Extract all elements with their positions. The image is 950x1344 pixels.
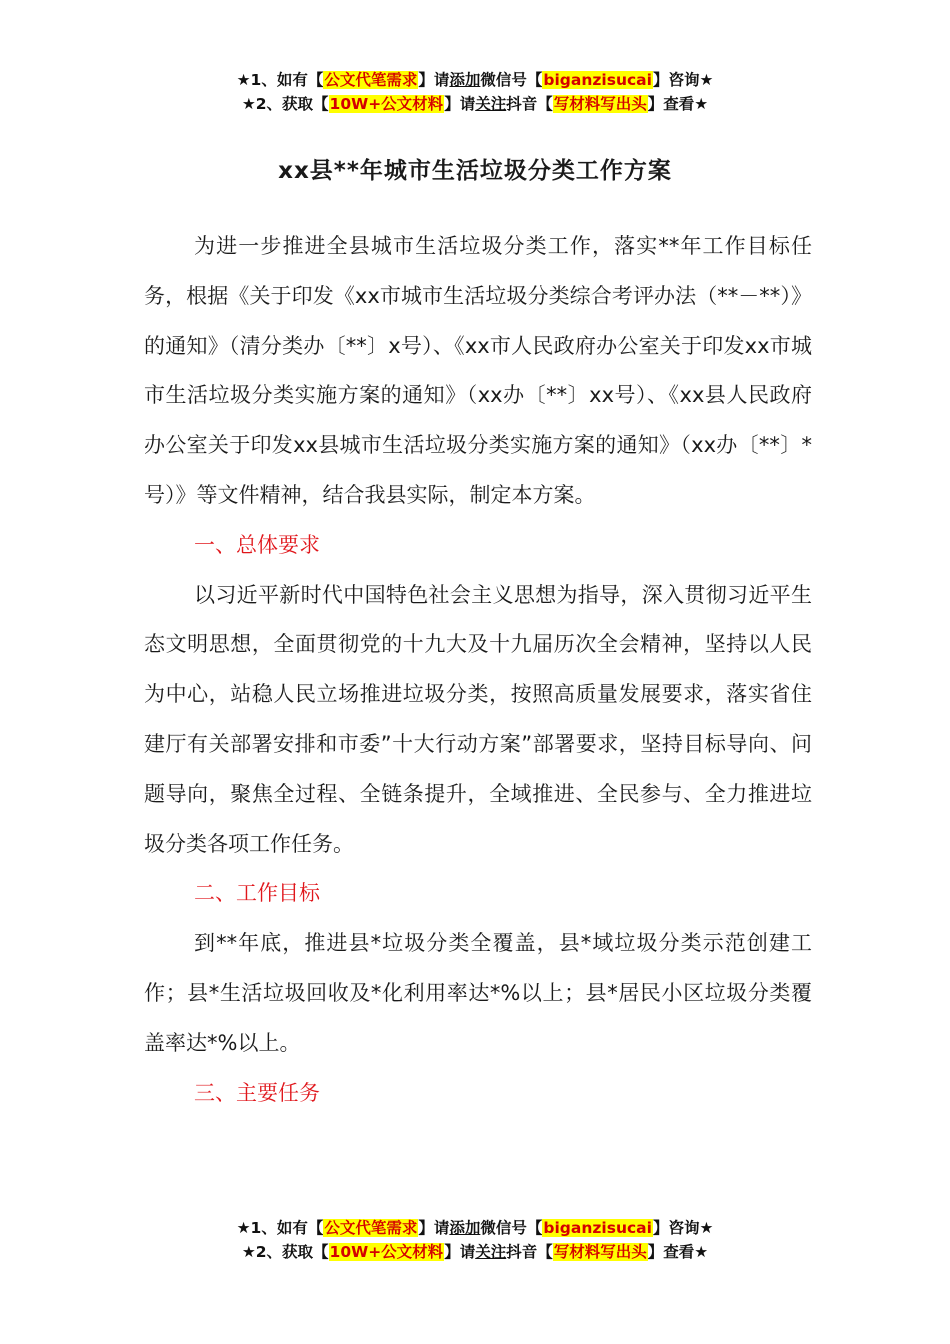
section-heading-3: 三、主要任务 (194, 1080, 320, 1105)
section-heading-1: 一、总体要求 (194, 532, 320, 557)
banner-underline: 添加 (449, 71, 481, 89)
banner-text: ★1、如有【 (236, 1219, 324, 1237)
banner-text: 】请 (418, 1219, 450, 1237)
banner-text: 】查看★ (647, 95, 709, 113)
document-title: xx县**年城市生活垃圾分类工作方案 (278, 158, 672, 184)
document-body (144, 222, 812, 1118)
banner-underline: 关注 (475, 95, 507, 113)
header-banner (0, 68, 950, 116)
banner-highlight: 写材料写出头 (553, 95, 647, 113)
banner-text: ★1、如有【 (236, 71, 324, 89)
footer-banner (0, 1216, 950, 1264)
banner-text: 】请 (444, 1243, 476, 1261)
banner-text: 】请 (444, 95, 476, 113)
banner-highlight: biganzisucai (543, 1219, 652, 1237)
banner-text: 】咨询★ (652, 71, 714, 89)
section-paragraph-2: 到**年底，推进县*垃圾分类全覆盖，县*域垃圾分类示范创建工作；县*生活垃圾回收及*化利用率达*%以上；县*居民小区垃圾分类覆盖率达*%以上。 (144, 931, 812, 1055)
banner-highlight: 写材料写出头 (553, 1243, 647, 1261)
banner-highlight: 公文代笔需求 (324, 71, 418, 89)
banner-highlight: biganzisucai (543, 71, 652, 89)
section-heading-2: 二、工作目标 (194, 881, 320, 906)
banner-text: 微信号【 (480, 1219, 543, 1237)
banner-highlight: 10W+公文材料 (329, 95, 444, 113)
banner-text: 抖音【 (506, 1243, 553, 1261)
banner-line-1 (0, 68, 950, 92)
banner-text: ★2、获取【 (241, 95, 329, 113)
banner-text: 抖音【 (506, 95, 553, 113)
banner-highlight: 公文代笔需求 (324, 1219, 418, 1237)
banner-text: 微信号【 (480, 71, 543, 89)
intro-paragraph: 为进一步推进全县城市生活垃圾分类工作，落实**年工作目标任务，根据《关于印发《xx市城市生活垃圾分类综合考评办法（**－**）》的通知》（清分类办〔**〕x号）、《xx市人民政府办公室关于印发xx市城市生活垃圾分类实施方案的通知》（xx办〔**〕xx号）、《xx县人民政府办公室关于印发xx县城市生活垃圾分类实施方案的通知》（xx办〔**〕*号）》等文件精神，结合我县实际，制定本方案。 (144, 234, 812, 507)
banner-underline: 关注 (475, 1243, 507, 1261)
banner-line-1 (0, 1216, 950, 1240)
banner-highlight: 10W+公文材料 (329, 1243, 444, 1261)
section-paragraph-1: 以习近平新时代中国特色社会主义思想为指导，深入贯彻习近平生态文明思想，全面贯彻党的十九大及十九届历次全会精神，坚持以人民为中心，站稳人民立场推进垃圾分类，按照高质量发展要求，落实省住建厅有关部署安排和市委”十大行动方案”部署要求，坚持目标导向、问题导向，聚焦全过程、全链条提升，全域推进、全民参与、全力推进垃圾分类各项工作任务。 (144, 582, 812, 856)
banner-text: 】查看★ (647, 1243, 709, 1261)
banner-text: ★2、获取【 (241, 1243, 329, 1261)
banner-underline: 添加 (449, 1219, 481, 1237)
banner-text: 】请 (418, 71, 450, 89)
banner-line-2 (0, 92, 950, 116)
banner-text: 】咨询★ (652, 1219, 714, 1237)
banner-line-2 (0, 1240, 950, 1264)
